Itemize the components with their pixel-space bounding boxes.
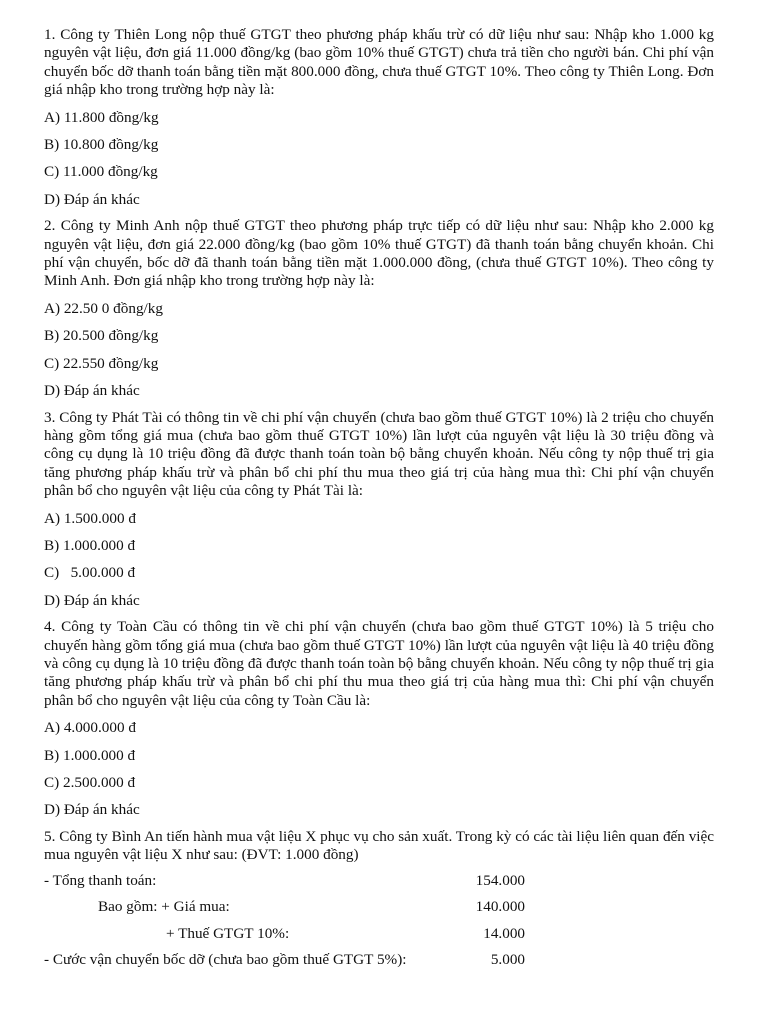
question-2-option-d: D) Đáp án khác: [44, 382, 140, 400]
question-3-option-b: B) 1.000.000 đ: [44, 536, 136, 554]
question-3-option-a: A) 1.500.000 đ: [44, 509, 136, 527]
question-3-text: 3. Công ty Phát Tài có thông tin về chi phí vận chuyển (chưa bao gồm thuế GTGT 10%) là 2 triệu cho chuyến hàng gồm tổng giá mua (chưa bao gồm thuế GTGT 10%) lần lượt của nguyên vật liệu là 30 triệu đồng và công cụ dụng là 10 triệu đồng đã được thanh toán toàn bộ bằng chuyển khoản. Nếu công ty nộp thuế trị gia tăng phương pháp khấu trừ và phân bổ chi phí thu mua theo giá trị của hàng mua thì: Chi phí vận chuyển phân bổ cho nguyên vật liệu của công ty Phát Tài là:: [44, 408, 714, 500]
question-5: [44, 828, 714, 978]
question-5-text: 5. Công ty Bình An tiến hành mua vật liệu X phục vụ cho sản xuất. Trong kỳ có các tài liệu liên quan đến việc mua nguyên vật liệu X như sau: (ĐVT: 1.000 đồng): [44, 827, 714, 864]
document-page: [44, 26, 714, 978]
purchase-data-table: [44, 872, 714, 978]
table-row-purchase-price: [44, 898, 714, 925]
question-2: [44, 217, 714, 400]
question-1-option-a: A) 11.800 đồng/kg: [44, 108, 159, 126]
row-label: Bao gồm: + Giá mua:: [98, 898, 230, 916]
table-row-shipping: [44, 951, 714, 978]
question-1: [44, 26, 714, 209]
question-1-option-d: D) Đáp án khác: [44, 190, 140, 208]
question-3-option-d: D) Đáp án khác: [44, 591, 140, 609]
question-2-option-a: A) 22.50 0 đồng/kg: [44, 299, 163, 317]
question-4: [44, 618, 714, 820]
question-1-option-b: B) 10.800 đồng/kg: [44, 136, 159, 154]
question-3: [44, 409, 714, 611]
question-4-option-b: B) 1.000.000 đ: [44, 746, 136, 764]
question-1-option-c: C) 11.000 đồng/kg: [44, 163, 158, 181]
row-value: 5.000: [490, 951, 525, 969]
question-4-text: 4. Công ty Toàn Cầu có thông tin về chi phí vận chuyển (chưa bao gồm thuế GTGT 10%) là 5 triệu cho chuyến hàng gồm tổng giá mua (chưa bao gồm thuế GTGT 10%) lần lượt của nguyên vật liệu là 40 triệu đồng và công cụ dụng là 10 triệu đồng đã được thanh toán toàn bộ bằng chuyển khoản. Nếu công ty nộp thuế trị gia tăng phương pháp khấu trừ và phân bổ chi phí thu mua theo giá trị của hàng mua thì: Chi phí vận chuyển phân bổ cho nguyên vật liệu của công ty Toàn Cầu là:: [44, 618, 714, 709]
question-1-text: 1. Công ty Thiên Long nộp thuế GTGT theo phương pháp khấu trừ có dữ liệu như sau: Nhập kho 1.000 kg nguyên vật liệu, đơn giá 11.000 đồng/kg (bao gồm 10% thuế GTGT) chưa trả tiền cho người bán. Chi phí vận chuyển bốc dỡ thanh toán bằng tiền mặt 800.000 đồng, chưa thuế GTGT 10%. Theo công ty Thiên Long. Đơn giá nhập kho trong trường hợp này là:: [44, 26, 714, 99]
question-3-option-c: C) 5.00.000 đ: [44, 564, 136, 582]
question-2-option-b: B) 20.500 đồng/kg: [44, 327, 159, 345]
table-row-vat: [44, 925, 714, 952]
question-2-text: 2. Công ty Minh Anh nộp thuế GTGT theo phương pháp trực tiếp có dữ liệu như sau: Nhập kho 2.000 kg nguyên vật liệu, đơn giá 22.000 đồng/kg (bao gồm 10% thuế GTGT) đã thanh toán bằng chuyển khoản. Chi phí vận chuyển, bốc dỡ đã thanh toán bằng tiền mặt 1.000.000 đồng, (chưa thuế GTGT 10%). Theo công ty Minh Anh. Đơn giá nhập kho trong trường hợp này là:: [44, 217, 714, 290]
question-4-option-d: D) Đáp án khác: [44, 801, 140, 819]
table-row-total-payment: [44, 872, 714, 899]
question-4-option-a: A) 4.000.000 đ: [44, 719, 136, 737]
row-value: 154.000: [475, 871, 525, 889]
question-2-option-c: C) 22.550 đồng/kg: [44, 354, 159, 372]
row-label: - Tổng thanh toán:: [44, 871, 157, 889]
question-4-option-c: C) 2.500.000 đ: [44, 774, 136, 791]
row-value: 140.000: [475, 898, 525, 916]
row-value: 14.000: [483, 924, 525, 942]
row-label: + Thuế GTGT 10%:: [166, 924, 290, 942]
row-label: - Cước vận chuyển bốc dỡ (chưa bao gồm thuế GTGT 5%):: [44, 951, 407, 969]
